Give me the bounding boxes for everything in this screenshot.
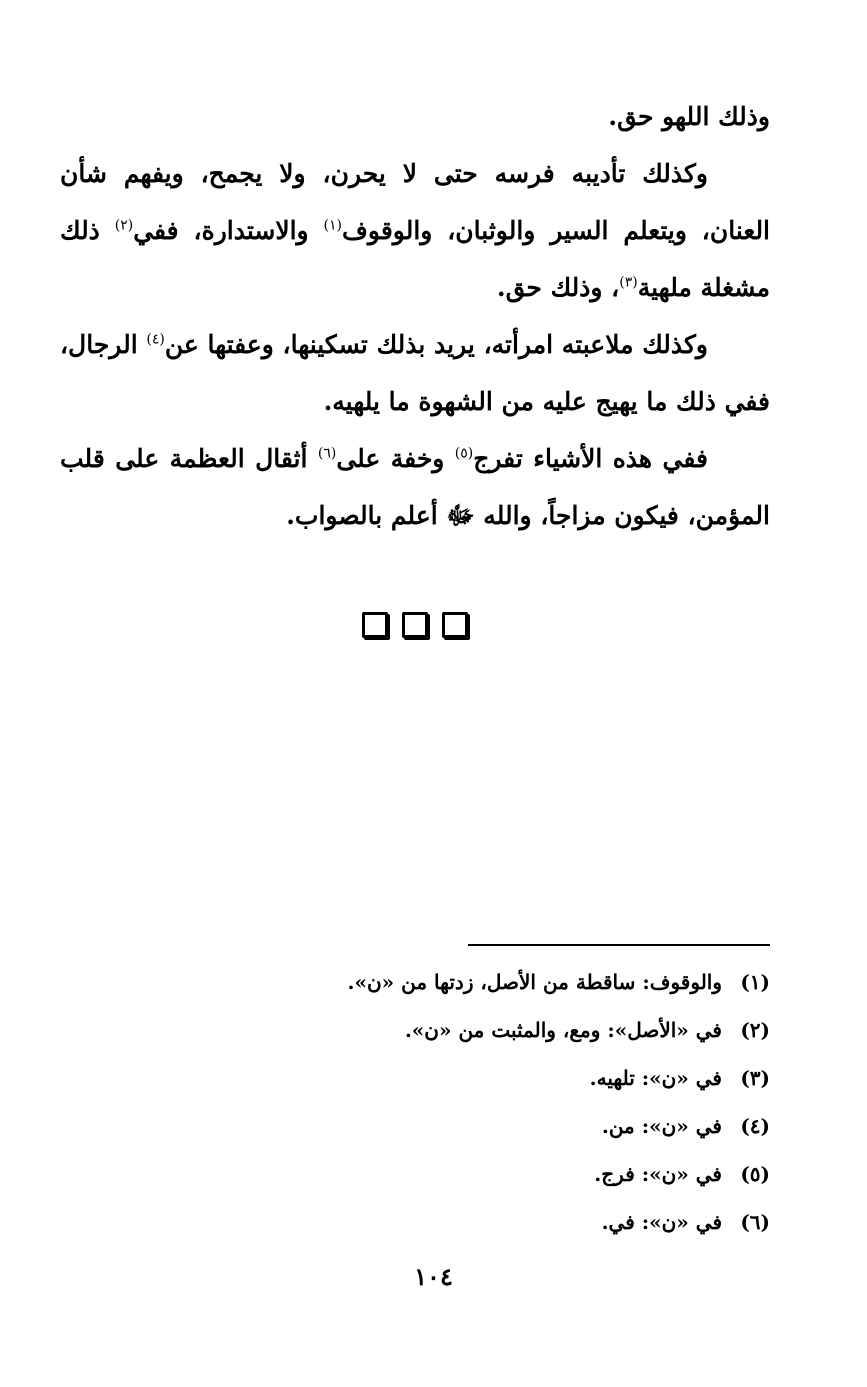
footnote-item [170, 1058, 770, 1106]
paragraph-4-text-c: أثقال العظمة على قلب المؤمن، فيكون مزاجاً، والله ﷻ أعلم بالصواب. [60, 444, 770, 530]
footnote-separator [468, 944, 770, 946]
paragraph-1-text: وذلك اللهو حق. [608, 102, 770, 131]
square-ornament-icon [402, 612, 428, 638]
footnote-ref-4[interactable]: (٤) [146, 331, 165, 348]
footnote-number: (٦) [740, 1210, 770, 1234]
paragraph-4 [60, 430, 770, 544]
paragraph-3 [60, 316, 770, 430]
footnotes [170, 962, 770, 1250]
footnote-number: (٥) [740, 1162, 770, 1186]
footnote-number: (٢) [740, 1018, 770, 1042]
footnote-ref-3[interactable]: (٣) [619, 274, 638, 291]
paragraph-4-text-b: وخفة على [336, 444, 455, 473]
paragraph-3-text-a: وكذلك ملاعبته امرأته، يريد بذلك تسكينها، وعفتها عن [164, 330, 708, 359]
footnote-number: (١) [740, 970, 770, 994]
footnote-item [170, 962, 770, 1010]
footnote-item [170, 1154, 770, 1202]
main-text [60, 88, 770, 544]
footnote-number: (٤) [740, 1114, 770, 1138]
paragraph-1 [60, 88, 770, 145]
paragraph-2-text-d: ، وذلك حق. [496, 273, 620, 302]
footnote-item [170, 1202, 770, 1250]
footnote-text: والوقوف: ساقطة من الأصل، زدتها من «ن». [347, 970, 722, 994]
footnote-text: في «ن»: في. [601, 1210, 722, 1234]
paragraph-4-text-a: ففي هذه الأشياء تفرج [473, 444, 708, 473]
footnote-number: (٣) [740, 1066, 770, 1090]
footnote-ref-2[interactable]: (٢) [114, 217, 134, 234]
footnote-text: في «ن»: من. [601, 1114, 722, 1138]
footnote-text: في «الأصل»: ومع، والمثبت من «ن». [404, 1018, 722, 1042]
footnote-text: في «ن»: فرج. [594, 1162, 722, 1186]
footnote-text: في «ن»: تلهيه. [589, 1066, 722, 1090]
footnote-ref-1[interactable]: (١) [323, 217, 342, 234]
paragraph-2 [60, 145, 770, 316]
paragraph-2-text-a: وكذلك تأديبه فرسه حتى لا يحرن، ولا يجمح، ويفهم شأن العنان، ويتعلم السير والوثبان، والوقوف [60, 159, 771, 245]
footnote-item [170, 1106, 770, 1154]
square-ornament-icon [442, 612, 468, 638]
page-number: ١٠٤ [414, 1262, 453, 1291]
paragraph-3-text-b: الرجال، ففي ذلك ما يهيج عليه من الشهوة ما يلهيه. [59, 330, 770, 416]
square-ornament-icon [362, 612, 388, 638]
section-divider-ornament [362, 612, 472, 642]
footnote-item [170, 1010, 770, 1058]
paragraph-2-text-b: والاستدارة، ففي [133, 216, 324, 245]
footnote-ref-5[interactable]: (٥) [454, 445, 474, 462]
footnote-ref-6[interactable]: (٦) [317, 445, 337, 462]
paragraph-2-text-c: ذلك مشغلة ملهية [60, 216, 770, 302]
